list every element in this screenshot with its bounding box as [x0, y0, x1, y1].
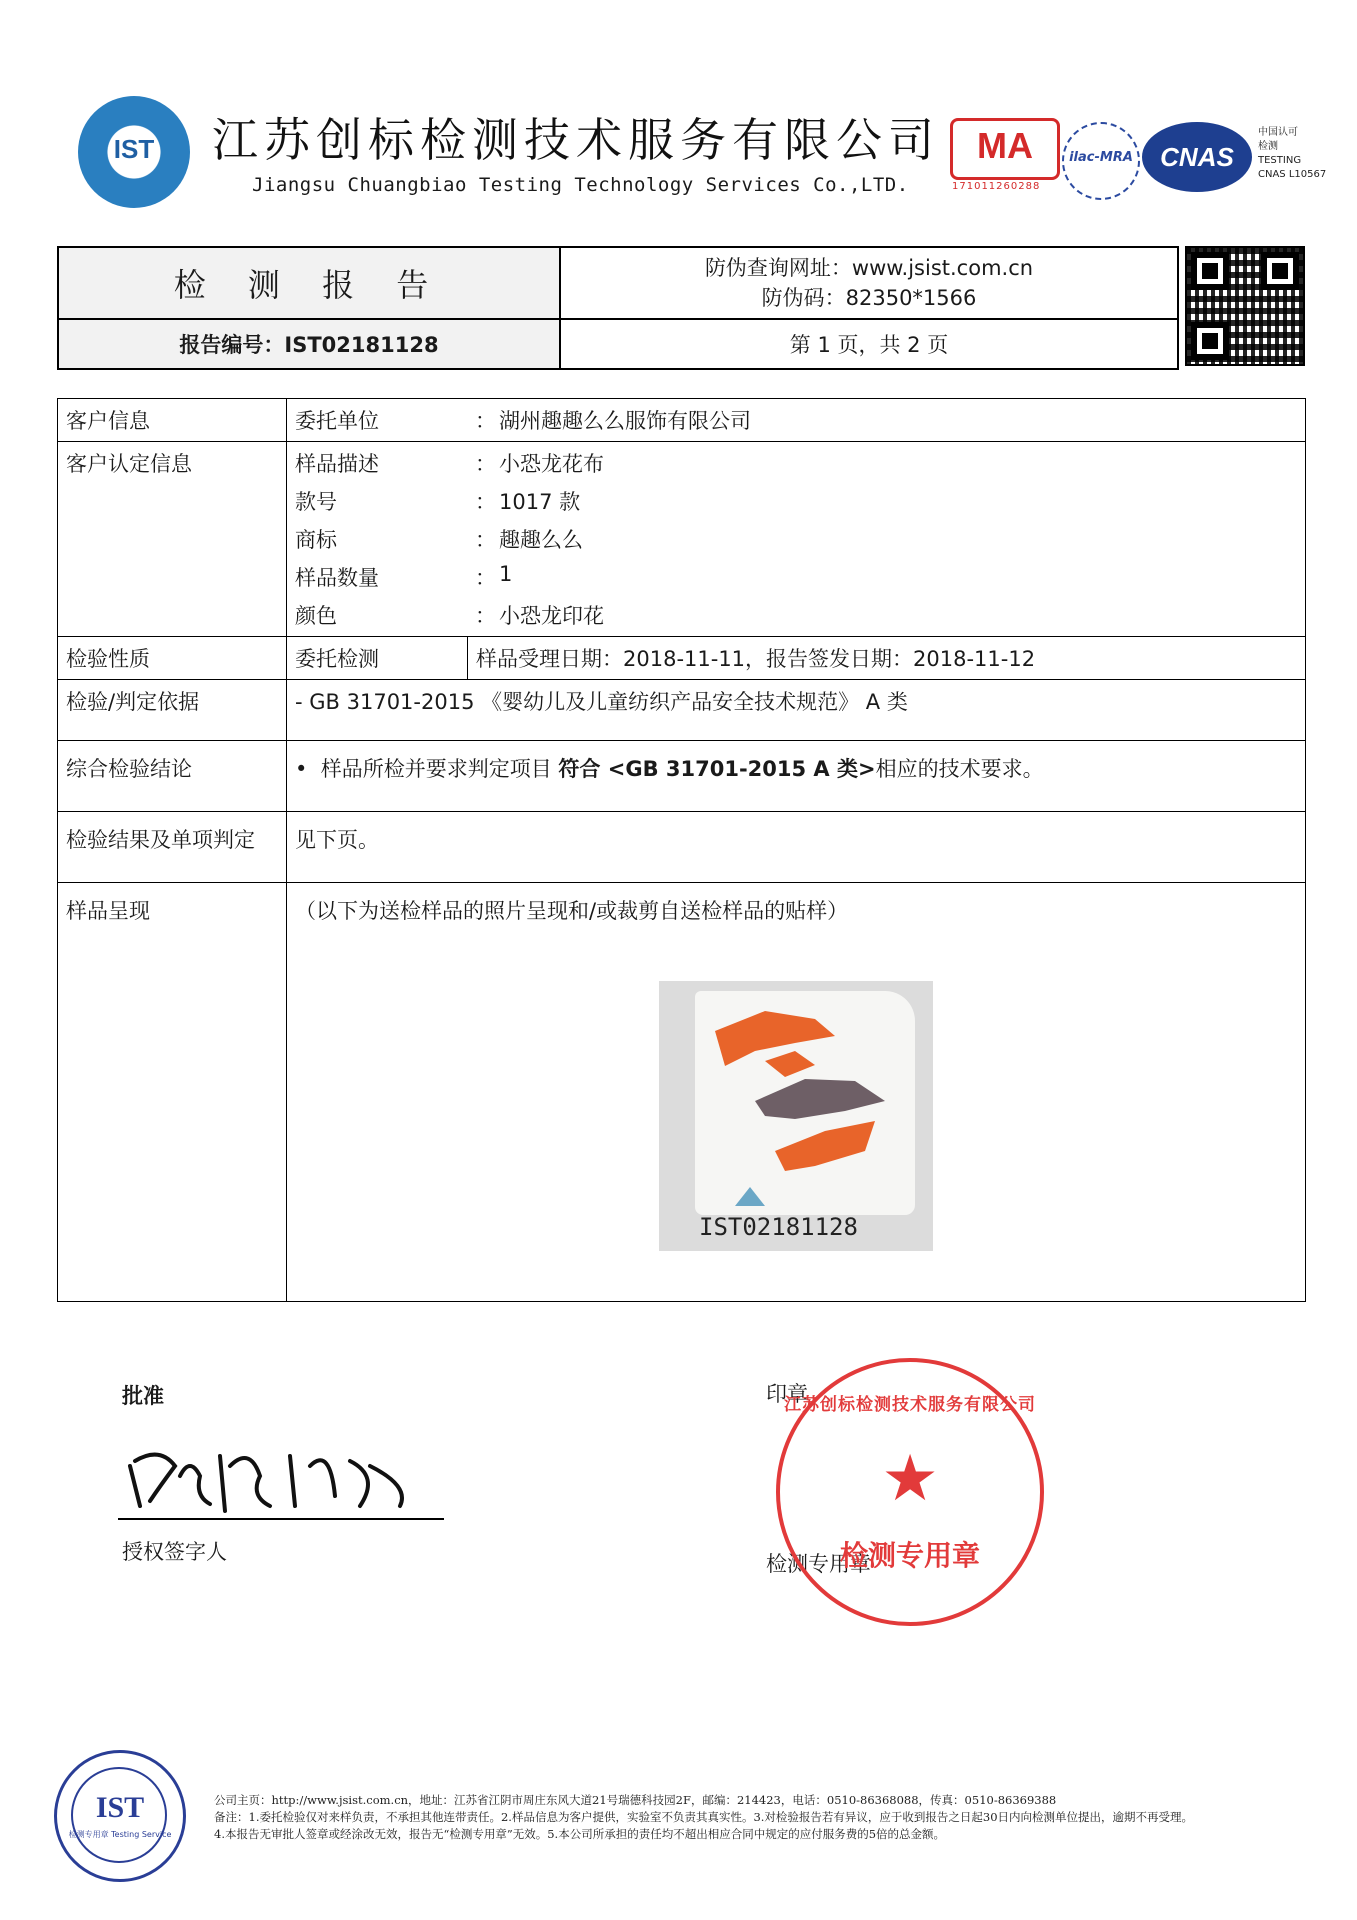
- page-info: 第 1 页，共 2 页: [789, 333, 949, 357]
- sample-info-cell: [287, 442, 1306, 637]
- cnas-info-line: TESTING: [1258, 155, 1302, 166]
- colon: ：: [475, 604, 496, 628]
- customer-info-label: 客户信息: [58, 399, 287, 442]
- sample-value: 小恐龙花布: [499, 452, 604, 476]
- conclusion-suffix: 相应的技术要求。: [875, 757, 1044, 781]
- basis-value: - GB 31701-2015 《婴幼儿及儿童纺织产品安全技术规范》 A 类: [287, 680, 1306, 741]
- customer-info-cell: [287, 399, 1306, 442]
- verify-cell: [561, 248, 1177, 320]
- cma-number: 171011260288: [952, 181, 1041, 192]
- customer-confirmed-label: 客户认定信息: [58, 442, 287, 637]
- nature-label: 检验性质: [58, 637, 287, 680]
- table-row: [58, 680, 1306, 741]
- report-header-box: [57, 246, 1179, 370]
- sample-key: 商标: [295, 528, 337, 552]
- ist-seal-text: IST: [95, 1791, 145, 1824]
- cma-text: MA: [977, 125, 1033, 166]
- photo-label: IST02181128: [699, 1213, 858, 1241]
- cnas-text: CNAS: [1160, 142, 1234, 172]
- colon: ：: [475, 566, 496, 590]
- colon: ：: [475, 528, 496, 552]
- qr-finder: [1261, 252, 1299, 290]
- company-logo: [78, 96, 190, 208]
- sample-presentation-label: 样品呈现: [58, 883, 287, 1302]
- ist-seal: [54, 1750, 186, 1882]
- sample-key: 款号: [295, 490, 337, 514]
- sample-value: 1017 款: [499, 490, 581, 514]
- fabric-swatch: [695, 991, 915, 1215]
- cnas-info: [1258, 126, 1326, 182]
- table-row: [58, 637, 1306, 680]
- cma-mark: [950, 118, 1060, 180]
- verify-code: 防伪码：82350*1566: [761, 286, 977, 310]
- approve-label: 批准: [122, 1384, 164, 1408]
- conclusion-cell: [287, 741, 1306, 812]
- cnas-info-line: CNAS L10567: [1258, 169, 1327, 180]
- colon: ：: [475, 452, 496, 476]
- footer-text: [214, 1792, 1193, 1843]
- client-value: 湖州趣趣么么服饰有限公司: [499, 409, 751, 433]
- cnas-mark: [1142, 122, 1252, 192]
- star-icon: ★: [881, 1442, 939, 1516]
- signature-icon: [120, 1436, 440, 1516]
- table-row: [58, 442, 1306, 637]
- report-table: [57, 398, 1306, 1302]
- stamp-label: 印章: [766, 1382, 808, 1406]
- cnas-info-line: 检测: [1258, 141, 1278, 152]
- signer-label: 授权签字人: [122, 1540, 227, 1564]
- cnas-info-line: 中国认可: [1258, 127, 1298, 138]
- footer-line: 公司主页：http://www.jsist.com.cn，地址：江苏省江阴市周庄东风大道21号瑞德科技园2F，邮编：214423，电话：0510-86368088，传真：0510-86369388: [214, 1793, 1057, 1807]
- client-key: 委托单位: [295, 409, 379, 433]
- qr-code-icon: [1185, 246, 1305, 366]
- colon: ：: [475, 490, 496, 514]
- sample-value: 1: [499, 562, 513, 586]
- sample-photo: [659, 981, 933, 1251]
- logo-text: IST: [113, 134, 155, 164]
- sample-presentation-cell: [287, 883, 1306, 1302]
- company-name-en: Jiangsu Chuangbiao Testing Technology Services Co.,LTD.: [252, 174, 909, 196]
- company-name-cn: 江苏创标检测技术服务有限公司: [212, 113, 940, 167]
- ilac-text: ilac-MRA: [1069, 150, 1133, 165]
- report-number-cell: [59, 320, 561, 368]
- sample-note: （以下为送检样品的照片呈现和/或裁剪自送检样品的贴样）: [295, 899, 849, 923]
- conclusion-prefix: • 样品所检并要求判定项目: [295, 757, 559, 781]
- sample-key: 样品描述: [295, 452, 379, 476]
- table-row: [58, 883, 1306, 1302]
- basis-label: 检验/判定依据: [58, 680, 287, 741]
- conclusion-label: 综合检验结论: [58, 741, 287, 812]
- official-stamp: [776, 1358, 1044, 1626]
- table-row: [58, 812, 1306, 883]
- report-title: 检 测 报 告: [173, 266, 445, 304]
- colon: ：: [475, 409, 496, 433]
- ilac-mra-mark: [1062, 122, 1140, 200]
- sample-key: 样品数量: [295, 566, 379, 590]
- signature-line: [118, 1518, 444, 1520]
- page-info-cell: [561, 320, 1177, 368]
- qr-finder: [1191, 322, 1229, 360]
- nature-value: 委托检测: [287, 637, 468, 680]
- report-title-cell: [59, 248, 561, 320]
- stamp-ring-text: 江苏创标检测技术服务有限公司: [784, 1395, 1036, 1415]
- sample-value: 小恐龙印花: [499, 604, 604, 628]
- table-row: [58, 741, 1306, 812]
- conclusion-bold: 符合 <GB 31701-2015 A 类>: [558, 757, 876, 781]
- sample-value: 趣趣么么: [499, 528, 583, 552]
- result-label: 检验结果及单项判定: [58, 812, 287, 883]
- result-value: 见下页。: [287, 812, 1306, 883]
- report-number: 报告编号：IST02181128: [179, 333, 439, 357]
- footer-line: 备注：1.委托检验仅对来样负责，不承担其他连带责任。2.样品信息为客户提供，实验室不负责其真实性。3.对检验报告若有异议，应于收到报告之日起30日内向检测单位提出，逾期不再受理。: [214, 1810, 1194, 1824]
- dinosaur-print: [695, 991, 915, 1215]
- sample-key: 颜色: [295, 604, 337, 628]
- qr-finder: [1191, 252, 1229, 290]
- verify-url: 防伪查询网址：www.jsist.com.cn: [704, 256, 1034, 280]
- stamp-sub-text: 检测专用章: [839, 1539, 980, 1572]
- footer-line: 4.本报告无审批人签章或经涂改无效，报告无“检测专用章”无效。5.本公司所承担的责任均不超出相应合同中规定的应付服务费的5倍的总金额。: [214, 1827, 946, 1841]
- stamp-use-label: 检测专用章: [766, 1552, 871, 1576]
- dates-value: 样品受理日期：2018-11-11，报告签发日期：2018-11-12: [468, 637, 1306, 680]
- table-row: [58, 399, 1306, 442]
- ist-seal-sub: 检测专用章 Testing Service: [68, 1830, 172, 1839]
